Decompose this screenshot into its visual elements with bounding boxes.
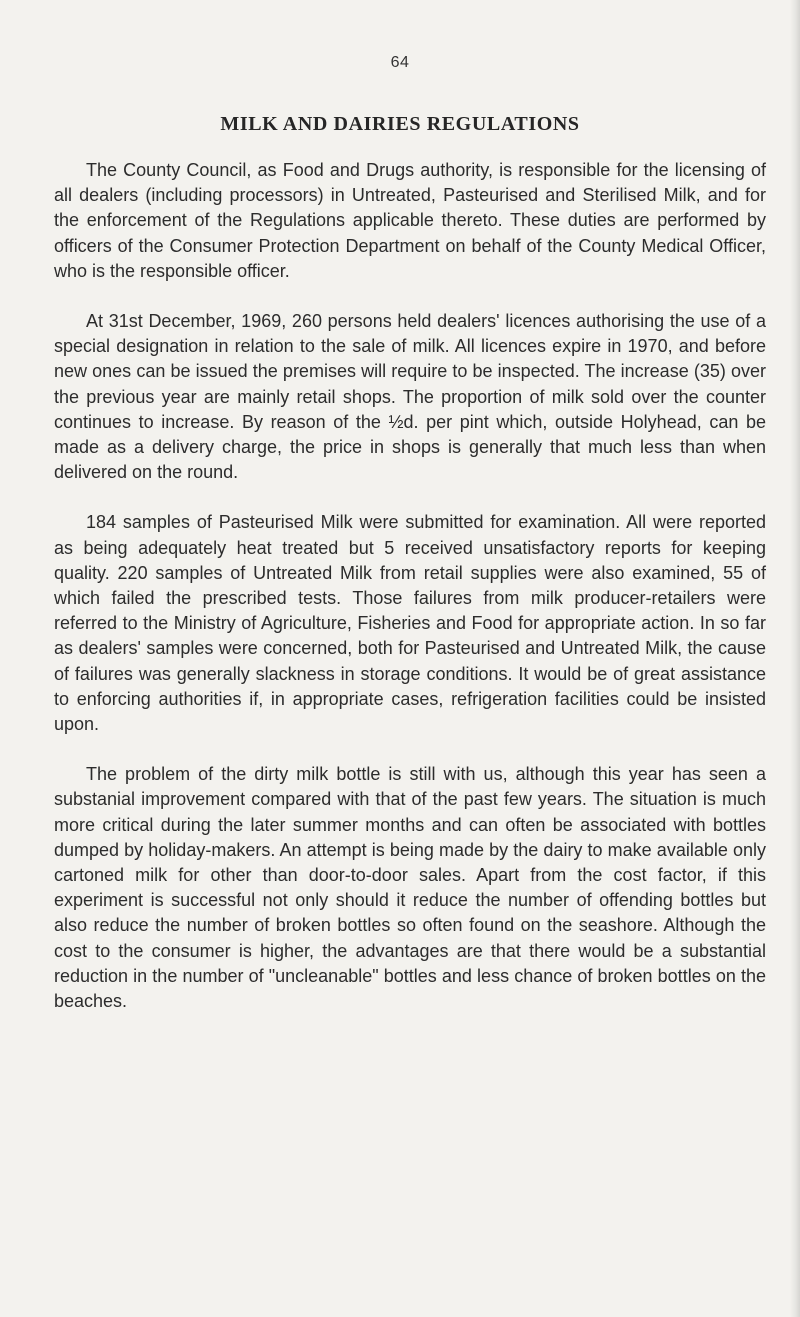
paragraph-samples: 184 samples of Pasteurised Milk were submitted for examination. All were reported as being adequately heat treated but 5 received unsatisfactory reports for keeping quality. 220 samples of Untreated Milk from retail supplies were also examined, 55 of which failed the prescribed tests. Those failures from milk producer-retailers were referred to the Ministry of Agriculture, Fisheries and Food for appropriate action. In so far as dealers' samples were concerned, both for Pasteurised and Untreated Milk, the cause of failures was generally slackness in storage conditions. It would be of great assistance to enforcing authorities if, in appropriate cases, refrigeration facilities could be insisted upon. (54, 512, 766, 735)
paragraph-dealers-licences: At 31st December, 1969, 260 persons held dealers' licences authorising the use of a special designation in relation to the sale of milk. All licences expire in 1970, and before new ones can be issued the premises will require to be inspected. The increase (35) over the previous year are mainly retail shops. The proportion of milk sold over the counter continues to increase. By reason of the ½d. per pint which, outside Holyhead, can be made as a delivery charge, the price in shops is generally that much less than when delivered on the round. (54, 311, 766, 483)
paragraph-dirty-bottles: The problem of the dirty milk bottle is still with us, although this year has seen a substanial improvement compared with that of the past few years. The situation is much more critical during the later summer months and can often be associated with bottles dumped by holiday-makers. An attempt is being made by the dairy to make available only cartoned milk for other than door-to-door sales. Apart from the cost factor, if this experiment is successful not only should it reduce the number of offending bottles but also reduce the number of broken bottles so often found on the seashore. Although the cost to the consumer is higher, the advantages are that there would be a substantial reduction in the number of "uncleanable" bottles and less chance of broken bottles on the beaches. (54, 764, 766, 1012)
page-edge-shadow (790, 0, 800, 1317)
page-number: 64 (390, 54, 410, 71)
document-body (54, 158, 766, 1039)
paragraph-licensing: The County Council, as Food and Drugs authority, is responsible for the licensing of all dealers (including processors) in Untreated, Pasteurised and Sterilised Milk, and for the enforcement of the Regulations applicable thereto. These duties are performed by officers of the Consumer Protection Department on behalf of the County Medical Officer, who is the responsible officer. (54, 160, 766, 281)
page-title: MILK AND DAIRIES REGULATIONS (220, 113, 580, 135)
